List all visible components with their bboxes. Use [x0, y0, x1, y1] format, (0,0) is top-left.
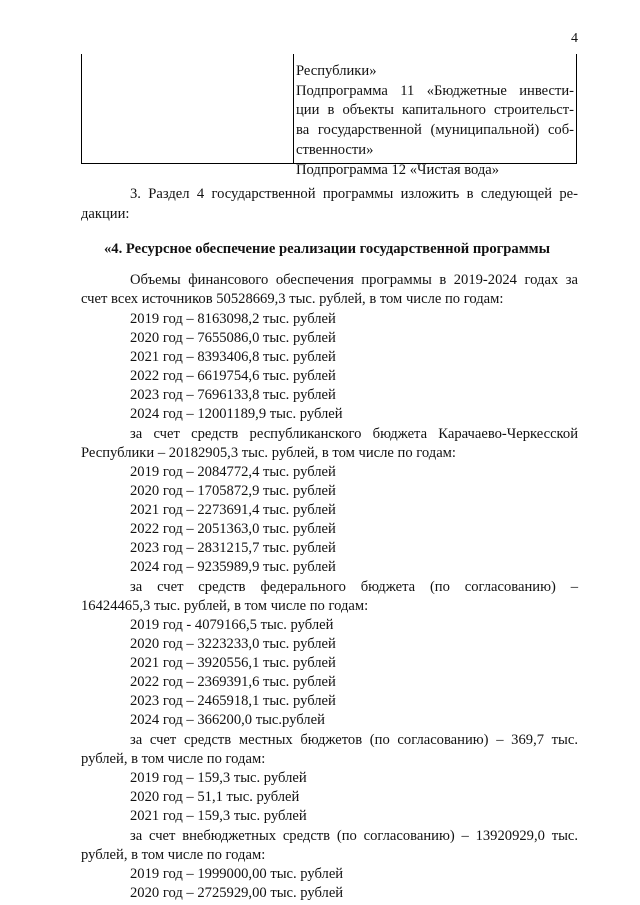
section-heading: «4. Ресурсное обеспечение реализации государственной программы: [104, 241, 550, 257]
total-intro-line2: счет всех источников 50528669,3 тыс. рублей, в том числе по годам:: [81, 291, 504, 307]
year-amount: 2020 год – 2725929,00 тыс. рублей: [130, 885, 344, 901]
paragraph-3-line1: 3. Раздел 4 государственной программы изложить в следующей ре-: [130, 186, 578, 202]
year-amount: 2024 год – 12001189,9 тыс. рублей: [130, 406, 343, 422]
year-amount: 2019 год – 2084772,4 тыс. рублей: [130, 464, 336, 480]
year-amount: 2020 год – 3223233,0 тыс. рублей: [130, 636, 336, 652]
year-amount: 2020 год – 51,1 тыс. рублей: [130, 789, 300, 805]
extrabudget-intro-line1: за счет внебюджетных средств (по согласованию) – 13920929,0 тыс.: [130, 828, 578, 844]
year-amount: 2023 год – 2831215,7 тыс. рублей: [130, 540, 336, 556]
year-amount: 2024 год – 366200,0 тыс.рублей: [130, 712, 325, 728]
year-amount: 2022 год – 2051363,0 тыс. рублей: [130, 521, 336, 537]
year-amount: 2024 год – 9235989,9 тыс. рублей: [130, 559, 336, 575]
year-amount: 2023 год – 7696133,8 тыс. рублей: [130, 387, 336, 403]
page-number: 4: [571, 31, 578, 46]
paragraph-3-line2: дакции:: [81, 206, 130, 222]
year-amount: 2020 год – 7655086,0 тыс. рублей: [130, 330, 336, 346]
year-amount: 2019 год – 8163098,2 тыс. рублей: [130, 311, 336, 327]
year-amount: 2022 год – 6619754,6 тыс. рублей: [130, 368, 336, 384]
table-cell-line: ва государственной (муниципальной) соб-: [296, 122, 574, 139]
table-right-cell: [296, 62, 574, 180]
year-amount: 2023 год – 2465918,1 тыс. рублей: [130, 693, 336, 709]
year-amount: 2019 год – 159,3 тыс. рублей: [130, 770, 307, 786]
table-cell-line: ственности»: [296, 141, 374, 158]
total-intro-line1: Объемы финансового обеспечения программы в 2019-2024 годах за: [130, 272, 578, 288]
local-intro-line2: рублей, в том числе по годам:: [81, 751, 266, 767]
year-amount: 2022 год – 2369391,6 тыс. рублей: [130, 674, 336, 690]
program-table-fragment: [81, 54, 577, 178]
year-amount: 2020 год – 1705872,9 тыс. рублей: [130, 483, 336, 499]
table-cell-line: Подпрограмма 11 «Бюджетные инвести-: [296, 82, 574, 99]
year-amount: 2021 год – 159,3 тыс. рублей: [130, 808, 307, 824]
year-amount: 2019 год – 1999000,00 тыс. рублей: [130, 866, 344, 882]
federal-intro-line2: 16424465,3 тыс. рублей, в том числе по годам:: [81, 598, 369, 614]
year-amount: 2019 год - 4079166,5 тыс. рублей: [130, 617, 334, 633]
republic-intro-line1: за счет средств республиканского бюджета Карачаево-Черкесской: [130, 426, 578, 442]
extrabudget-intro-line2: рублей, в том числе по годам:: [81, 847, 266, 863]
federal-intro-line1: за счет средств федерального бюджета (по согласованию) –: [130, 579, 578, 595]
table-cell-line: ции в объекты капитального строительст-: [296, 102, 574, 119]
local-intro-line1: за счет средств местных бюджетов (по согласованию) – 369,7 тыс.: [130, 732, 578, 748]
table-cell-line: Подпрограмма 12 «Чистая вода»: [296, 161, 500, 178]
year-amount: 2021 год – 8393406,8 тыс. рублей: [130, 349, 336, 365]
year-amount: 2021 год – 2273691,4 тыс. рублей: [130, 502, 336, 518]
table-cell-line: Республики»: [296, 63, 377, 79]
table-left-cell: [82, 54, 294, 163]
republic-intro-line2: Республики – 20182905,3 тыс. рублей, в том числе по годам:: [81, 445, 456, 461]
year-amount: 2021 год – 3920556,1 тыс. рублей: [130, 655, 336, 671]
